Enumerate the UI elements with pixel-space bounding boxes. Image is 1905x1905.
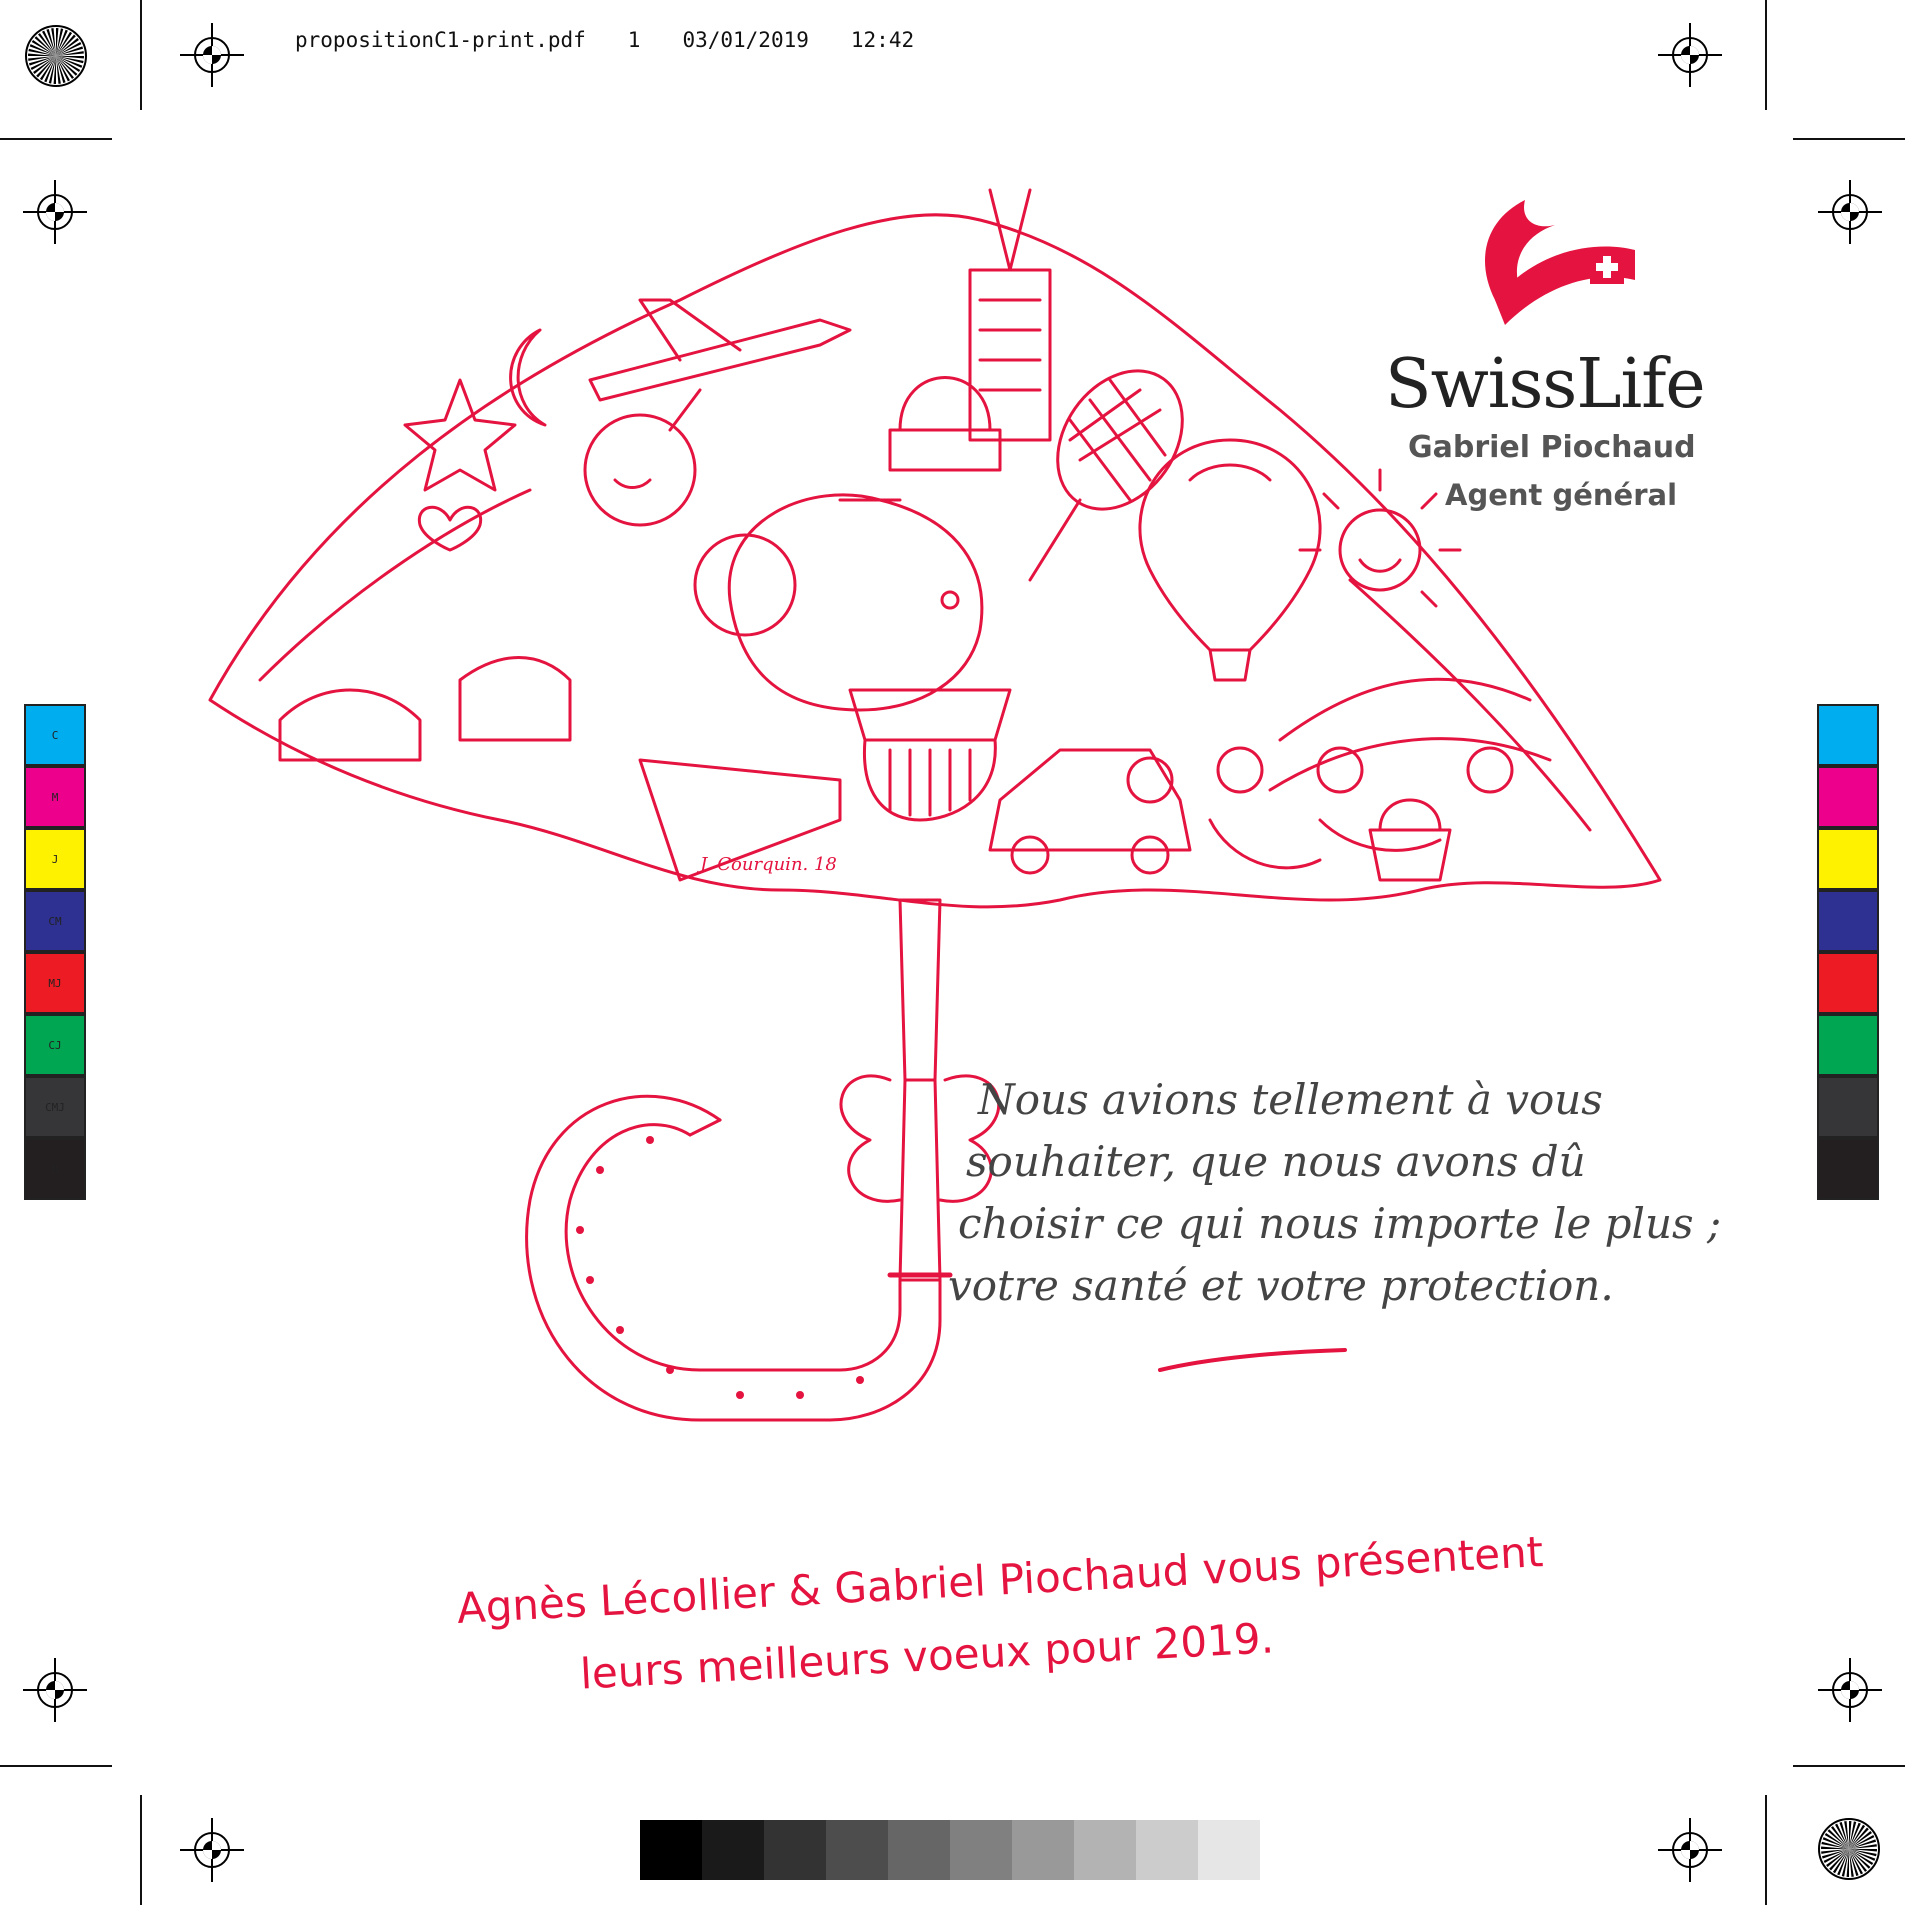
tennis-racket-drawing bbox=[1030, 347, 1208, 580]
color-swatch-label: M bbox=[51, 790, 59, 804]
piggy-bank-drawing bbox=[729, 495, 982, 710]
slug-filename: propositionC1-print.pdf bbox=[295, 28, 586, 52]
slug-date: 03/01/2019 bbox=[682, 28, 809, 52]
baby-face-drawing bbox=[695, 535, 795, 635]
grey-swatch bbox=[764, 1820, 826, 1880]
agent-name: Gabriel Piochaud bbox=[1408, 430, 1696, 465]
grey-swatch bbox=[1012, 1820, 1074, 1880]
slug-page: 1 bbox=[627, 28, 641, 52]
grey-swatch bbox=[1074, 1820, 1136, 1880]
color-swatch-label: N bbox=[51, 1162, 59, 1176]
color-swatch-label: MJ bbox=[48, 976, 62, 990]
registration-mark-bottom-right bbox=[1658, 1818, 1722, 1882]
color-swatch-m bbox=[24, 766, 86, 828]
airplane-drawing bbox=[590, 300, 850, 430]
registration-mark-left-top bbox=[23, 180, 87, 244]
color-swatch-label: J bbox=[51, 852, 59, 866]
hot-air-balloon-drawing bbox=[1140, 440, 1320, 680]
color-swatch-label: C bbox=[51, 728, 59, 742]
color-swatch-c bbox=[1817, 704, 1879, 766]
greeting-line-1: Agnès Lécollier & Gabriel Piochaud vous présentent bbox=[455, 1527, 1545, 1633]
color-swatch-label: CMJ bbox=[45, 1100, 65, 1114]
registration-mark-right-top bbox=[1818, 180, 1882, 244]
color-swatch-cmj bbox=[24, 1076, 86, 1138]
color-swatch-cm bbox=[24, 890, 86, 952]
slug-time: 12:42 bbox=[850, 28, 915, 52]
color-swatch-label: CM bbox=[48, 914, 62, 928]
color-swatch-m bbox=[1817, 766, 1879, 828]
color-swatch-n bbox=[1817, 1138, 1879, 1200]
grey-swatch bbox=[950, 1820, 1012, 1880]
registration-mark-right-bottom bbox=[1818, 1658, 1882, 1722]
umbrella-canopy bbox=[210, 215, 1660, 907]
color-swatch-j bbox=[1817, 828, 1879, 890]
grey-swatch bbox=[1198, 1820, 1260, 1880]
grey-swatch bbox=[1136, 1820, 1198, 1880]
grey-swatch bbox=[702, 1820, 764, 1880]
color-swatch-cj bbox=[1817, 1014, 1879, 1076]
registration-mark-bottom-left bbox=[180, 1818, 244, 1882]
car-drawing bbox=[990, 750, 1190, 873]
message-line-1: Nous avions tellement à vous bbox=[978, 1075, 1603, 1124]
agent-title: Agent général bbox=[1445, 478, 1678, 512]
color-swatch-c bbox=[24, 704, 86, 766]
brand-wordmark: SwissLife bbox=[1385, 345, 1705, 424]
illustrator-signature: J. Courquin. 18 bbox=[700, 854, 837, 875]
color-swatch-cmj bbox=[1817, 1076, 1879, 1138]
greeting-line-2: leurs meilleurs voeux pour 2019. bbox=[578, 1613, 1276, 1699]
color-swatch-label: CJ bbox=[48, 1038, 62, 1052]
child-face-drawing bbox=[585, 415, 695, 525]
color-swatch-mj bbox=[24, 952, 86, 1014]
decorative-swoosh bbox=[1150, 1340, 1350, 1380]
color-swatch-cm bbox=[1817, 890, 1879, 952]
color-swatch-j bbox=[24, 828, 86, 890]
soccer-ball-drawing bbox=[1128, 758, 1172, 802]
message-line-4: votre santé et votre protection. bbox=[948, 1261, 1614, 1310]
color-swatch-n bbox=[24, 1138, 86, 1200]
registration-mark-left-bottom bbox=[23, 1658, 87, 1722]
grey-swatch bbox=[640, 1820, 702, 1880]
swisslife-logo-mark bbox=[1465, 190, 1645, 330]
color-swatch-mj bbox=[1817, 952, 1879, 1014]
umbrella-shaft bbox=[900, 900, 940, 1080]
registration-mark-top-right bbox=[1658, 23, 1722, 87]
message-line-2: souhaiter, que nous avons dû bbox=[966, 1137, 1586, 1186]
smiling-sun-drawing bbox=[1300, 470, 1460, 606]
grey-swatch bbox=[826, 1820, 888, 1880]
star-target-bottom-right bbox=[1819, 1819, 1879, 1879]
message-line-3: choisir ce qui nous importe le plus ; bbox=[958, 1199, 1722, 1248]
star-target-top-left bbox=[26, 26, 86, 86]
registration-mark-top-left bbox=[180, 23, 244, 87]
grey-swatch bbox=[888, 1820, 950, 1880]
color-swatch-cj bbox=[24, 1014, 86, 1076]
